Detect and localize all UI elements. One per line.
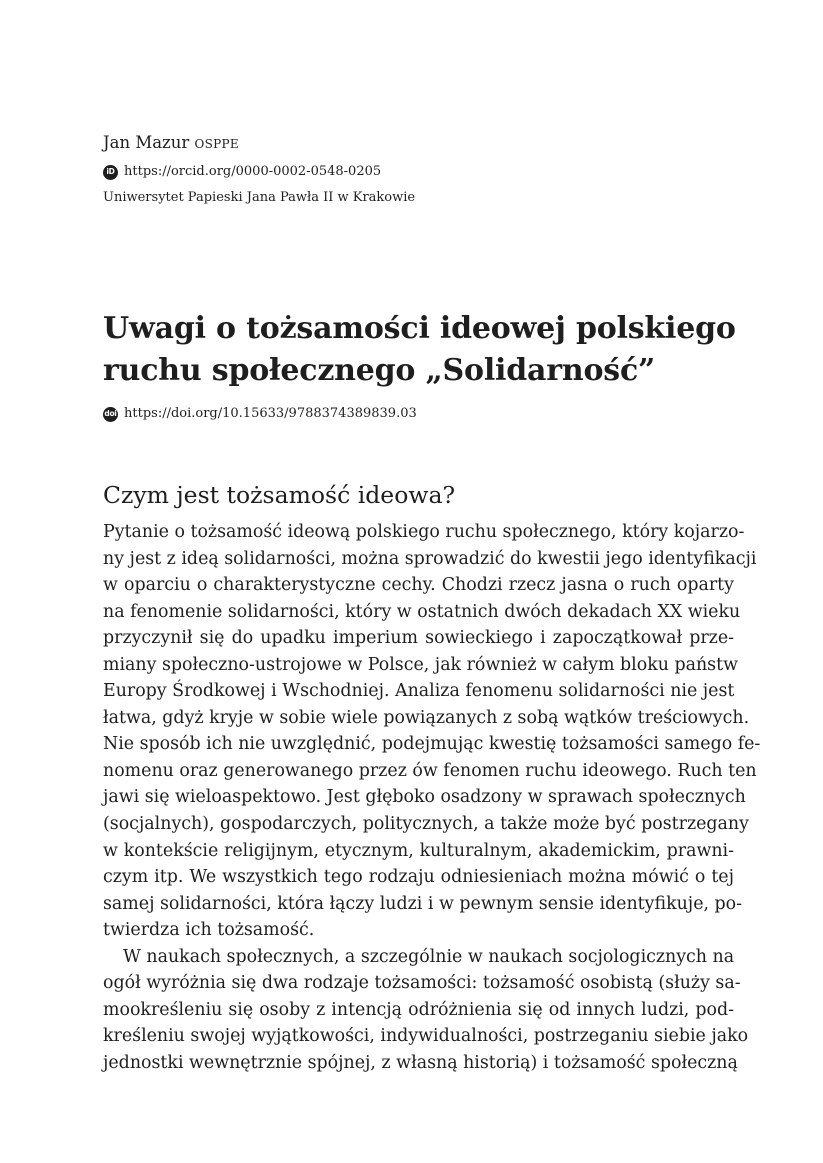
text-line: w oparciu o charakterystyczne cechy. Chodzi rzecz jasna o ruch oparty [103,575,734,596]
text-line: nomenu oraz generowanego przez ów fenomen ruchu ideowego. Ruch ten [103,760,757,781]
text-line: Europy Środkowej i Wschodniej. Analiza fenomenu solidarności nie jest [103,681,735,702]
text-line: samej solidarności, która łączy ludzi i w pewnym sensie identyfikuje, po- [103,893,743,914]
text-line: miany społeczno-ustrojowe w Polsce, jak również w całym bloku państw [103,654,738,675]
title-line: ruchu społecznego „Solidarność” [103,353,656,388]
section-heading: Czym jest tożsamość ideowa? [103,481,456,509]
text-line: czym itp. We wszystkich tego rodzaju odniesieniach można mówić o tej [103,867,734,888]
orcid-link[interactable]: https://orcid.org/0000-0002-0548-0205 [124,164,382,179]
text-line: kreśleniu swojej wyjątkowości, indywidualności, postrzeganiu siebie jako [103,1026,749,1047]
doi-line [103,404,417,424]
text-line: jednostki wewnętrznie spójnej, z własną historią) i tożsamość społeczną [103,1052,738,1073]
paragraph-2 [103,944,749,1077]
text-line: ny jest z ideą solidarności, można sprowadzić do kwestii jego identyfikacji [103,548,757,569]
text-line: ogół wyróżnia się dwa rodzaje tożsamości: tożsamość osobistą (służy sa- [103,973,741,994]
text-line: na fenomenie solidarności, który w ostatnich dwóch dekadach XX wieku [103,601,741,622]
affiliation: Uniwersytet Papieski Jana Pawła II w Krakowie [103,190,416,205]
text-line: twierdza ich tożsamość. [103,920,315,941]
author-name: Jan Mazur [103,133,190,152]
paragraph-1 [103,519,761,944]
doi-icon: doi [103,407,118,422]
text-line: Pytanie o tożsamość ideową polskiego ruchu społecznego, który kojarzo- [103,522,745,542]
text-line: (socjalnych), gospodarczych, politycznych, a także może być postrzegany [103,814,749,835]
text-line: w kontekście religijnym, etycznym, kulturalnym, akademickim, prawni- [103,840,734,861]
text-line: W naukach społecznych, a szczególnie w naukach socjologicznych na [123,946,735,967]
text-line: przyczynił się do upadku imperium sowieckiego i zapoczątkował prze- [103,628,734,649]
article-title [103,308,736,392]
author-order: osppe [194,133,239,152]
orcid-icon: iD [103,165,118,180]
text-line: jawi się wieloaspektowo. Jest głęboko osadzony w sprawach społecznych [103,787,746,808]
doi-link[interactable]: https://doi.org/10.15633/9788374389839.03 [124,406,417,421]
author-line [103,132,239,154]
title-line: Uwagi o tożsamości ideowej polskiego [103,311,736,346]
text-line: Nie sposób ich nie uwzględnić, podejmując kwestię tożsamości samego fe- [103,734,761,755]
body-text [103,519,761,1076]
orcid-line [103,162,381,182]
text-line: łatwa, gdyż kryje w sobie wiele powiązanych z sobą wątków treściowych. [103,707,750,728]
text-line: mookreśleniu się osoby z intencją odróżnienia się od innych ludzi, pod- [103,999,734,1020]
